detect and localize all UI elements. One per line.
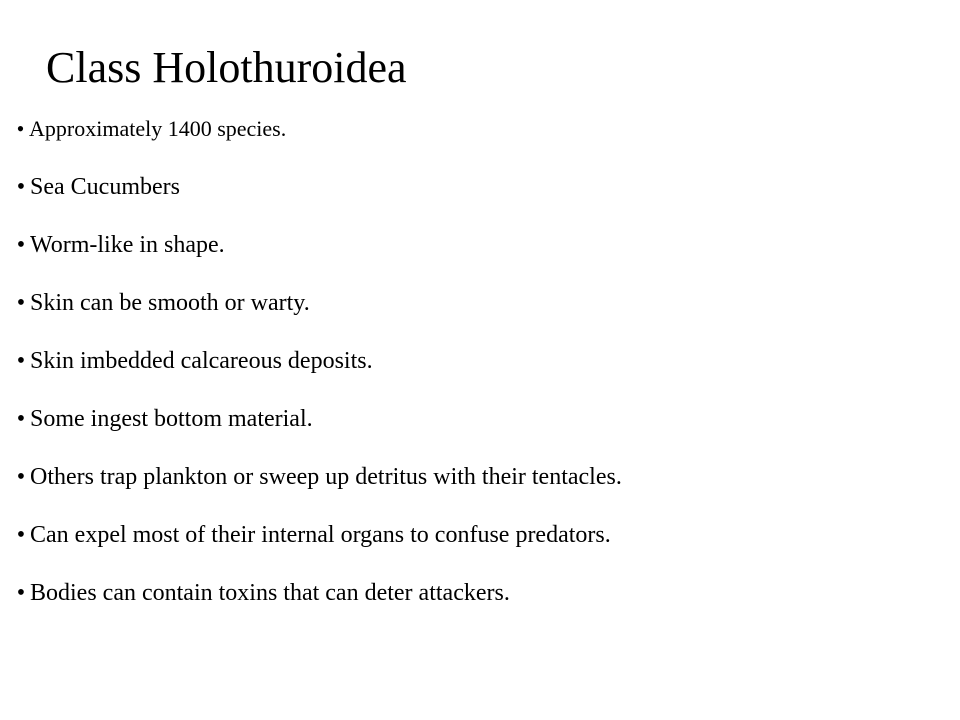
bullet-text: Others trap plankton or sweep up detritus with their tentacles. (30, 464, 622, 490)
bullet-dot-icon: • (16, 464, 26, 490)
bullet-dot-icon: • (16, 348, 26, 374)
bullet-dot-icon: • (16, 174, 26, 200)
bullet-item (12, 456, 622, 514)
bullet-text: Bodies can contain toxins that can deter attackers. (30, 580, 510, 606)
bullet-text: Worm-like in shape. (30, 232, 225, 258)
bullet-item (12, 108, 622, 166)
bullet-item (12, 166, 622, 224)
bullet-dot-icon: • (16, 290, 26, 316)
bullet-item (12, 224, 622, 282)
bullet-text: Skin imbedded calcareous deposits. (30, 348, 373, 374)
bullet-item (12, 572, 622, 630)
bullet-text: Some ingest bottom material. (30, 406, 313, 432)
bullet-text: Approximately 1400 species. (29, 116, 287, 141)
bullet-dot-icon: • (16, 116, 25, 141)
bullet-item (12, 282, 622, 340)
bullet-list (12, 108, 622, 630)
bullet-item (12, 398, 622, 456)
slide-title: Class Holothuroidea (46, 43, 407, 92)
bullet-dot-icon: • (16, 522, 26, 548)
bullet-item (12, 514, 622, 572)
bullet-dot-icon: • (16, 406, 26, 432)
bullet-text: Sea Cucumbers (30, 174, 180, 200)
bullet-text: Can expel most of their internal organs to confuse predators. (30, 522, 611, 548)
bullet-item (12, 340, 622, 398)
bullet-dot-icon: • (16, 232, 26, 258)
bullet-text: Skin can be smooth or warty. (30, 290, 310, 316)
bullet-dot-icon: • (16, 580, 26, 606)
